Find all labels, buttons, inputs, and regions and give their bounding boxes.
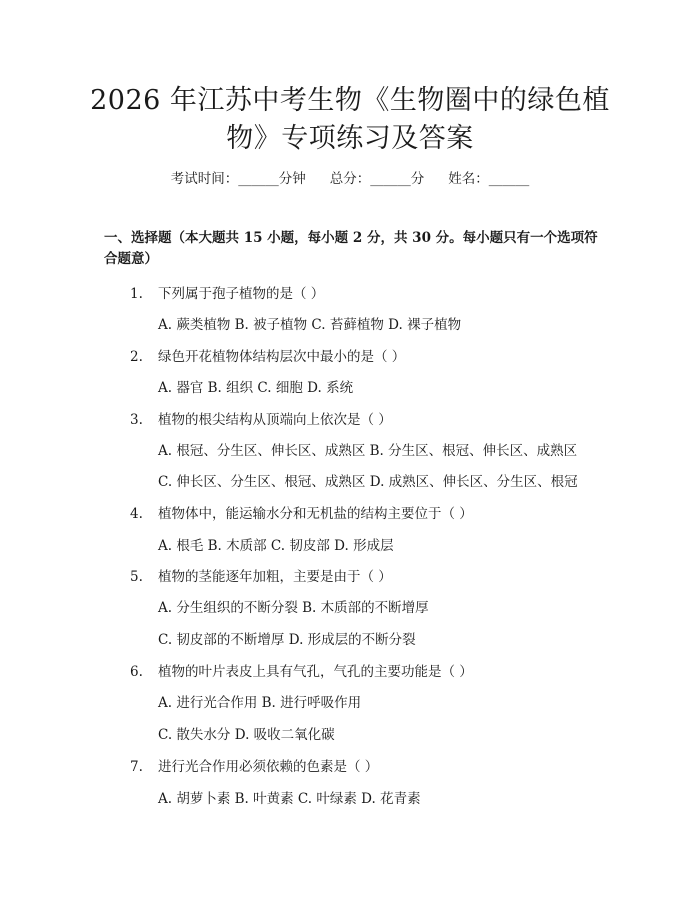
question-text: 植物的叶片表皮上具有气孔，气孔的主要功能是（ ） — [158, 664, 473, 680]
question-6 — [130, 662, 473, 682]
question-text: 植物的根尖结构从顶端向上依次是（ ） — [158, 412, 392, 428]
title-line-2: 物》专项练习及答案 — [226, 123, 474, 154]
question-3-options-line-1: A. 根冠、分生区、伸长区、成熟区 B. 分生区、根冠、伸长区、成熟区 — [158, 443, 578, 459]
question-6-options-line-2: C. 散失水分 D. 吸收二氧化碳 — [158, 727, 335, 743]
question-text: 绿色开花植物体结构层次中最小的是（ ） — [158, 349, 406, 365]
student-name: 姓名：______ — [448, 171, 530, 187]
question-4-options: A. 根毛 B. 木质部 C. 韧皮部 D. 形成层 — [158, 538, 394, 554]
question-number: 4. — [130, 506, 143, 522]
exam-time: 考试时间：______分钟 — [170, 171, 306, 187]
page-title — [60, 82, 640, 158]
question-1 — [130, 284, 324, 304]
question-2-options: A. 器官 B. 组织 C. 细胞 D. 系统 — [158, 380, 354, 396]
question-7 — [130, 757, 378, 777]
question-5-options-line-1: A. 分生组织的不断分裂 B. 木质部的不断增厚 — [158, 600, 429, 616]
question-number: 1. — [130, 286, 143, 302]
question-3-options-line-2: C. 伸长区、分生区、根冠、成熟区 D. 成熟区、伸长区、分生区、根冠 — [158, 474, 578, 490]
question-number: 5. — [130, 569, 143, 585]
exam-meta — [0, 169, 700, 189]
question-number: 3. — [130, 412, 143, 428]
question-7-options: A. 胡萝卜素 B. 叶黄素 C. 叶绿素 D. 花青素 — [158, 791, 421, 807]
question-text: 进行光合作用必须依赖的色素是（ ） — [158, 759, 379, 775]
question-text: 植物的茎能逐年加粗，主要是由于（ ） — [158, 569, 392, 585]
title-line-1: 2026 年江苏中考生物《生物圈中的绿色植 — [90, 85, 610, 116]
question-1-options: A. 蕨类植物 B. 被子植物 C. 苔藓植物 D. 裸子植物 — [158, 317, 462, 333]
question-number: 7. — [130, 759, 143, 775]
question-5 — [130, 567, 392, 587]
question-5-options-line-2: C. 韧皮部的不断增厚 D. 形成层的不断分裂 — [158, 632, 416, 648]
question-number: 6. — [130, 664, 143, 680]
question-text: 下列属于孢子植物的是（ ） — [158, 286, 325, 302]
question-4 — [130, 504, 473, 524]
question-text: 植物体中，能运输水分和无机盐的结构主要位于（ ） — [158, 506, 473, 522]
exam-score: 总分：______分 — [329, 171, 425, 187]
question-6-options-line-1: A. 进行光合作用 B. 进行呼吸作用 — [158, 695, 362, 711]
question-2 — [130, 347, 405, 367]
question-number: 2. — [130, 349, 143, 365]
question-3 — [130, 410, 392, 430]
section-heading: 一、选择题（本大题共 15 小题，每小题 2 分，共 30 分。每小题只有一个选项符合题意） — [104, 230, 598, 267]
